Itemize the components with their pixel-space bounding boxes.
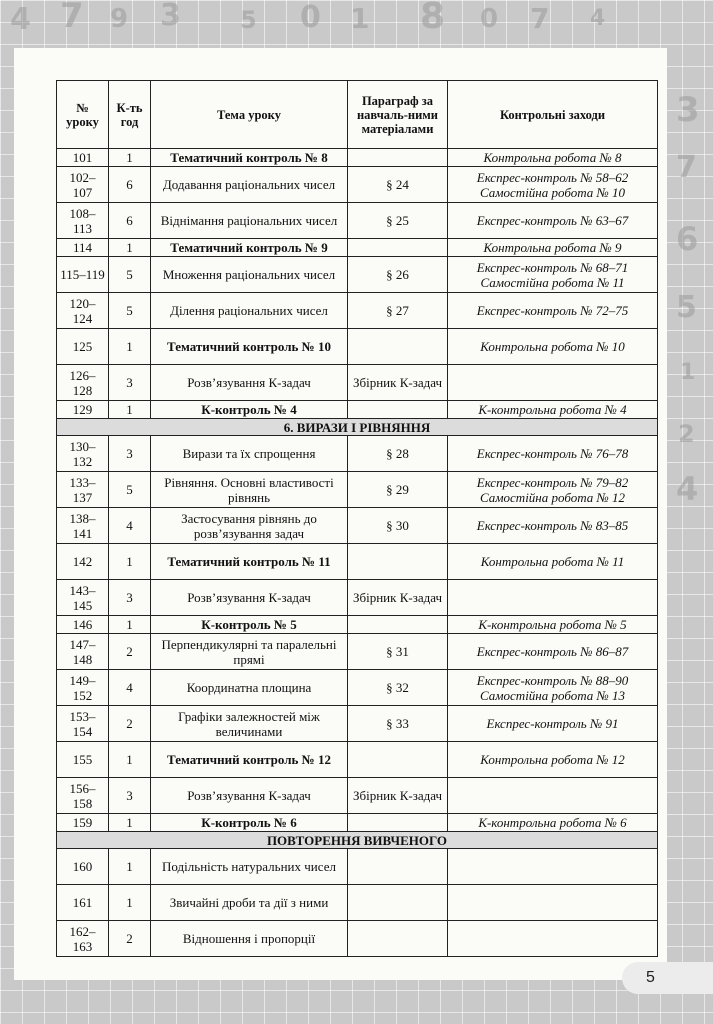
control-cell: Контрольна робота № 12 xyxy=(448,742,658,778)
control-cell: Експрес-контроль № 91 xyxy=(448,706,658,742)
header-topic: Тема уроку xyxy=(151,81,348,149)
paragraph-cell: § 29 xyxy=(348,472,448,508)
topic-cell: Додавання раціональних чисел xyxy=(151,167,348,203)
paragraph-cell: § 24 xyxy=(348,167,448,203)
paragraph-cell: § 33 xyxy=(348,706,448,742)
table-row xyxy=(57,885,658,921)
section-title: ПОВТОРЕННЯ ВИВЧЕНОГО xyxy=(57,832,658,849)
control-cell xyxy=(448,778,658,814)
lesson-number-cell: 108–113 xyxy=(57,203,109,239)
topic-cell: Координатна площина xyxy=(151,670,348,706)
hours-cell: 3 xyxy=(109,365,151,401)
topic-cell: Застосування рівнянь до розв’язування задач xyxy=(151,508,348,544)
side-digits: 3 7 6 5 1 2 4 xyxy=(676,90,700,508)
paragraph-cell: Збірник К-задач xyxy=(348,365,448,401)
lesson-number-cell: 159 xyxy=(57,814,109,832)
topic-cell: Ділення раціональних чисел xyxy=(151,293,348,329)
lesson-number-cell: 149–152 xyxy=(57,670,109,706)
hours-cell: 1 xyxy=(109,401,151,419)
lesson-number-cell: 126–128 xyxy=(57,365,109,401)
lesson-number-cell: 138–141 xyxy=(57,508,109,544)
control-cell: Контрольна робота № 8 xyxy=(448,149,658,167)
table-row xyxy=(57,544,658,580)
topic-cell: Звичайні дроби та дії з ними xyxy=(151,885,348,921)
hours-cell: 4 xyxy=(109,508,151,544)
table-row xyxy=(57,329,658,365)
lesson-number-cell: 101 xyxy=(57,149,109,167)
lesson-number-cell: 125 xyxy=(57,329,109,365)
topic-cell: Розв’язування К-задач xyxy=(151,365,348,401)
topic-cell: Рівняння. Основні властивості рівнянь xyxy=(151,472,348,508)
table-row xyxy=(57,670,658,706)
paragraph-cell xyxy=(348,814,448,832)
hours-cell: 6 xyxy=(109,203,151,239)
hours-cell: 1 xyxy=(109,742,151,778)
lesson-number-cell: 160 xyxy=(57,849,109,885)
control-cell: Експрес-контроль № 86–87 xyxy=(448,634,658,670)
table-row xyxy=(57,293,658,329)
paragraph-cell xyxy=(348,616,448,634)
hours-cell: 6 xyxy=(109,167,151,203)
hours-cell: 5 xyxy=(109,293,151,329)
control-cell: Експрес-контроль № 83–85 xyxy=(448,508,658,544)
control-cell: Експрес-контроль № 76–78 xyxy=(448,436,658,472)
control-cell: Експрес-контроль № 63–67 xyxy=(448,203,658,239)
topic-cell: Віднімання раціональних чисел xyxy=(151,203,348,239)
control-cell: Контрольна робота № 9 xyxy=(448,239,658,257)
control-cell: Експрес-контроль № 58–62 Самостійна робота № 10 xyxy=(448,167,658,203)
topic-cell: Тематичний контроль № 11 xyxy=(151,544,348,580)
control-cell xyxy=(448,849,658,885)
control-cell xyxy=(448,885,658,921)
control-cell: Експрес-контроль № 79–82 Самостійна робота № 12 xyxy=(448,472,658,508)
section-row xyxy=(57,832,658,849)
control-cell: К-контрольна робота № 6 xyxy=(448,814,658,832)
lesson-number-cell: 143–145 xyxy=(57,580,109,616)
table-row xyxy=(57,508,658,544)
lesson-number-cell: 153–154 xyxy=(57,706,109,742)
lesson-number-cell: 130–132 xyxy=(57,436,109,472)
control-cell: Експрес-контроль № 68–71 Самостійна робота № 11 xyxy=(448,257,658,293)
topic-cell: Перпендикулярні та паралельні прямі xyxy=(151,634,348,670)
table-row xyxy=(57,401,658,419)
hours-cell: 3 xyxy=(109,580,151,616)
hours-cell: 1 xyxy=(109,544,151,580)
topic-cell: Розв’язування К-задач xyxy=(151,778,348,814)
paragraph-cell: § 30 xyxy=(348,508,448,544)
topic-cell: Відношення і пропорції xyxy=(151,921,348,957)
paragraph-cell: Збірник К-задач xyxy=(348,778,448,814)
lesson-number-cell: 155 xyxy=(57,742,109,778)
topic-cell: Графіки залежностей між величинами xyxy=(151,706,348,742)
topic-cell: Подільність натуральних чисел xyxy=(151,849,348,885)
hours-cell: 2 xyxy=(109,634,151,670)
topic-cell: Множення раціональних чисел xyxy=(151,257,348,293)
page-sheet xyxy=(14,48,667,980)
paragraph-cell xyxy=(348,544,448,580)
table-row xyxy=(57,706,658,742)
table-row xyxy=(57,257,658,293)
hours-cell: 2 xyxy=(109,921,151,957)
table-row xyxy=(57,203,658,239)
paragraph-cell xyxy=(348,329,448,365)
table-row xyxy=(57,365,658,401)
lesson-number-cell: 146 xyxy=(57,616,109,634)
topic-cell: Вирази та їх спрощення xyxy=(151,436,348,472)
section-title: 6. ВИРАЗИ І РІВНЯННЯ xyxy=(57,419,658,436)
hours-cell: 1 xyxy=(109,616,151,634)
table-row xyxy=(57,580,658,616)
control-cell: Контрольна робота № 11 xyxy=(448,544,658,580)
topic-cell: К-контроль № 4 xyxy=(151,401,348,419)
section-row xyxy=(57,419,658,436)
lesson-number-cell: 129 xyxy=(57,401,109,419)
header-lesson-number: № уроку xyxy=(57,81,109,149)
table-row xyxy=(57,239,658,257)
paragraph-cell xyxy=(348,921,448,957)
paragraph-cell: § 27 xyxy=(348,293,448,329)
lesson-number-cell: 156–158 xyxy=(57,778,109,814)
hours-cell: 2 xyxy=(109,706,151,742)
topic-cell: Тематичний контроль № 9 xyxy=(151,239,348,257)
hours-cell: 1 xyxy=(109,149,151,167)
paragraph-cell: § 31 xyxy=(348,634,448,670)
table-row xyxy=(57,742,658,778)
topic-cell: К-контроль № 5 xyxy=(151,616,348,634)
control-cell: Експрес-контроль № 72–75 xyxy=(448,293,658,329)
table-row xyxy=(57,472,658,508)
hours-cell: 3 xyxy=(109,436,151,472)
hours-cell: 1 xyxy=(109,239,151,257)
lesson-number-cell: 147–148 xyxy=(57,634,109,670)
lesson-number-cell: 142 xyxy=(57,544,109,580)
paragraph-cell xyxy=(348,742,448,778)
paragraph-cell xyxy=(348,849,448,885)
table-row xyxy=(57,634,658,670)
paragraph-cell: § 32 xyxy=(348,670,448,706)
lesson-number-cell: 114 xyxy=(57,239,109,257)
lesson-plan-table xyxy=(56,80,658,957)
paragraph-cell xyxy=(348,239,448,257)
header-paragraph: Параграф за навчаль-ними матеріалами xyxy=(348,81,448,149)
lesson-number-cell: 133–137 xyxy=(57,472,109,508)
lesson-number-cell: 120–124 xyxy=(57,293,109,329)
control-cell xyxy=(448,365,658,401)
table-row xyxy=(57,921,658,957)
lesson-number-cell: 115–119 xyxy=(57,257,109,293)
table-row xyxy=(57,849,658,885)
paragraph-cell: § 28 xyxy=(348,436,448,472)
lesson-number-cell: 102–107 xyxy=(57,167,109,203)
paragraph-cell xyxy=(348,149,448,167)
topic-cell: Тематичний контроль № 12 xyxy=(151,742,348,778)
hours-cell: 1 xyxy=(109,885,151,921)
control-cell xyxy=(448,921,658,957)
paragraph-cell: § 25 xyxy=(348,203,448,239)
table-row xyxy=(57,616,658,634)
table-row xyxy=(57,814,658,832)
page-number: 5 xyxy=(622,962,713,994)
lesson-number-cell: 161 xyxy=(57,885,109,921)
control-cell: К-контрольна робота № 4 xyxy=(448,401,658,419)
hours-cell: 4 xyxy=(109,670,151,706)
hours-cell: 3 xyxy=(109,778,151,814)
control-cell: Контрольна робота № 10 xyxy=(448,329,658,365)
hours-cell: 1 xyxy=(109,814,151,832)
table-row xyxy=(57,149,658,167)
table-row xyxy=(57,778,658,814)
background-digits: 4 7 9 3 5 0 1 8 0 7 4 xyxy=(10,0,606,37)
topic-cell: К-контроль № 6 xyxy=(151,814,348,832)
lesson-number-cell: 162–163 xyxy=(57,921,109,957)
topic-cell: Розв’язування К-задач xyxy=(151,580,348,616)
paragraph-cell xyxy=(348,401,448,419)
hours-cell: 5 xyxy=(109,257,151,293)
paragraph-cell xyxy=(348,885,448,921)
control-cell xyxy=(448,580,658,616)
hours-cell: 5 xyxy=(109,472,151,508)
control-cell: К-контрольна робота № 5 xyxy=(448,616,658,634)
hours-cell: 1 xyxy=(109,329,151,365)
control-cell: Експрес-контроль № 88–90 Самостійна робота № 13 xyxy=(448,670,658,706)
header-hours: К-ть год xyxy=(109,81,151,149)
topic-cell: Тематичний контроль № 8 xyxy=(151,149,348,167)
paragraph-cell: § 26 xyxy=(348,257,448,293)
topic-cell: Тематичний контроль № 10 xyxy=(151,329,348,365)
hours-cell: 1 xyxy=(109,849,151,885)
header-control: Контрольні заходи xyxy=(448,81,658,149)
table-row xyxy=(57,167,658,203)
paragraph-cell: Збірник К-задач xyxy=(348,580,448,616)
table-row xyxy=(57,436,658,472)
